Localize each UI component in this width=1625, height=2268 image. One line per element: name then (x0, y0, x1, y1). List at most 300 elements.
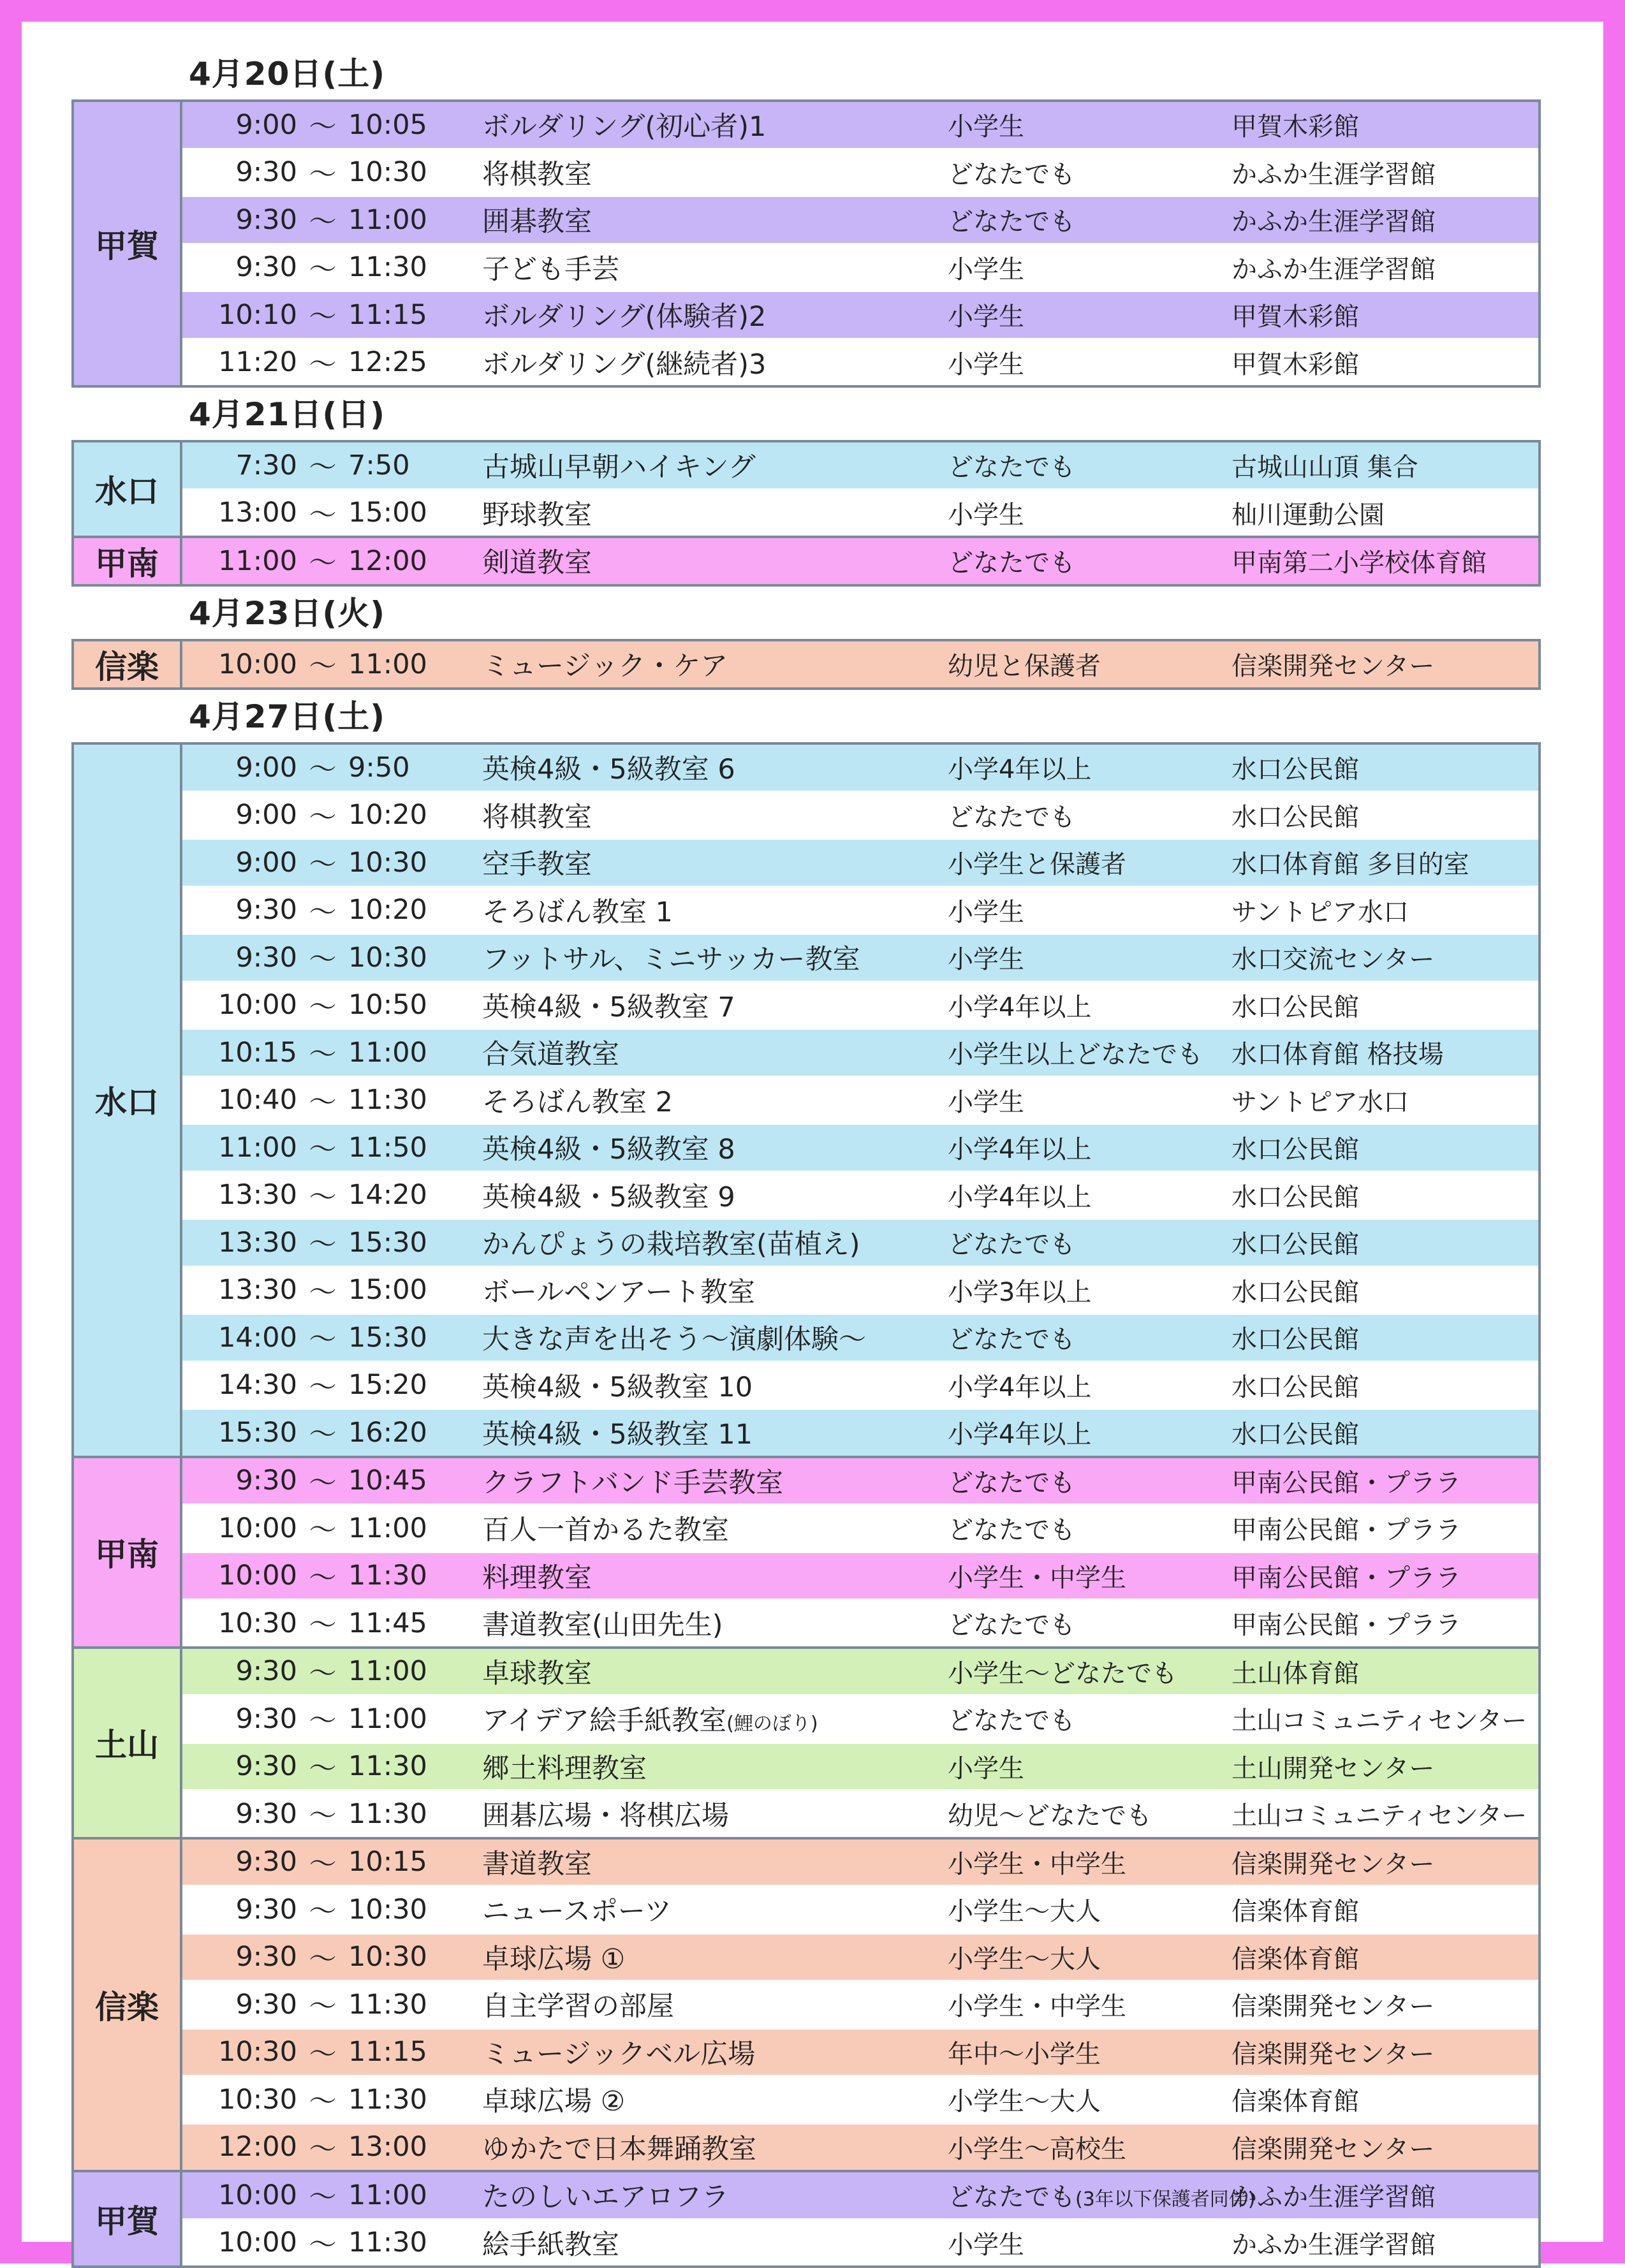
start-time: 13:30 (218, 1226, 297, 1259)
event-target (948, 1082, 1232, 1118)
time-separator: ～ (309, 1039, 337, 1071)
time-separator: ～ (309, 1371, 337, 1403)
end-time: 10:30 (348, 941, 427, 974)
area-label: 甲南 (74, 1458, 182, 1646)
event-target-text: どなたでも (948, 1230, 1075, 1260)
event-target (948, 1986, 1232, 2023)
time-separator: ～ (309, 1134, 337, 1166)
event-row (182, 1123, 1538, 1171)
event-target-text: どなたでも (948, 1611, 1075, 1641)
event-name (463, 1843, 948, 1882)
time-separator: ～ (309, 650, 337, 683)
event-venue: 杣川運動公園 (1232, 500, 1385, 530)
time-separator: ～ (309, 1991, 337, 2023)
event-name-text: 料理教室 (482, 1562, 592, 1594)
event-row (182, 791, 1538, 838)
event-name (463, 153, 948, 192)
event-target (948, 892, 1232, 928)
event-venue: サントピア水口 (1232, 897, 1409, 927)
event-row (182, 933, 1538, 981)
event-target-text: 小学生 (948, 500, 1024, 530)
event-name-text: ゆかたで日本舞踊教室 (482, 2133, 756, 2165)
event-name (463, 843, 948, 882)
event-name (463, 1985, 948, 2024)
start-time: 9:30 (235, 251, 297, 284)
event-name (463, 1413, 948, 1452)
event-target-text: 小学生～どなたでも (948, 1658, 1177, 1688)
time-separator: ～ (309, 1752, 337, 1785)
event-name (463, 248, 948, 287)
event-row (182, 641, 1538, 687)
event-row (182, 1551, 1538, 1599)
event-name-text: ボルダリング(体験者)2 (482, 301, 767, 333)
event-venue: 甲南第二小学校体育館 (1232, 548, 1487, 578)
event-row (182, 2123, 1538, 2170)
event-name (463, 796, 948, 835)
event-target (948, 1748, 1232, 1785)
event-rows (182, 1458, 1538, 1646)
event-name (463, 446, 948, 485)
end-time: 10:30 (348, 1941, 427, 1973)
event-name-text: 空手教室 (482, 849, 592, 881)
time-separator: ～ (309, 849, 337, 881)
event-venue: 甲南公民館・プララ (1232, 1611, 1461, 1641)
event-name-text: 将棋教室 (482, 801, 592, 833)
event-row (182, 886, 1538, 933)
event-row (182, 1266, 1538, 1313)
event-target-text: 小学生 (948, 897, 1024, 927)
event-name (463, 494, 948, 532)
event-row (182, 2028, 1538, 2075)
event-name-text: 合気道教室 (482, 1039, 619, 1071)
event-target-text: 小学生・中学生 (948, 1849, 1126, 1879)
start-time: 13:00 (218, 497, 297, 529)
event-row (182, 1742, 1538, 1790)
area-group (71, 1458, 1541, 1649)
event-venue: 甲南公民館・プララ (1232, 1516, 1461, 1546)
event-venue: 信楽開発センター (1232, 2039, 1435, 2069)
date-heading: 4月21日(日) (189, 396, 386, 433)
start-time: 9:30 (235, 1702, 297, 1735)
end-time: 15:30 (348, 1321, 427, 1354)
event-venue: かふか生涯学習館 (1232, 254, 1436, 284)
area-label: 水口 (74, 745, 182, 1456)
event-row (182, 2075, 1538, 2123)
time-separator: ～ (309, 1514, 337, 1547)
event-target (948, 447, 1232, 483)
event-target-text: 小学3年以上 (948, 1277, 1092, 1307)
event-venue: 水口体育館 格技場 (1232, 1040, 1444, 1070)
event-venue: 水口体育館 多目的室 (1232, 850, 1469, 880)
start-time: 13:30 (218, 1179, 297, 1211)
start-time: 10:00 (218, 1560, 297, 1592)
start-time: 9:30 (235, 1941, 297, 1973)
event-target (948, 1653, 1232, 1690)
event-name (463, 1794, 948, 1833)
event-target (948, 1367, 1232, 1403)
end-time: 11:00 (348, 1655, 427, 1688)
event-target (948, 1939, 1232, 1975)
event-venue: 土山開発センター (1232, 1753, 1435, 1783)
event-name (463, 1604, 948, 1642)
area-label: 甲賀 (74, 102, 182, 385)
time-separator: ～ (309, 1896, 337, 1928)
time-separator: ～ (309, 991, 337, 1023)
event-target (948, 1463, 1232, 1499)
event-name (463, 938, 948, 977)
event-name (463, 986, 948, 1025)
event-name (463, 1461, 948, 1500)
area-label: 信楽 (74, 641, 182, 687)
event-name-text: ボールペンアート教室 (482, 1276, 755, 1308)
end-time: 7:50 (348, 449, 410, 481)
start-time: 14:00 (218, 1321, 297, 1354)
event-name (463, 1556, 948, 1595)
event-name (463, 200, 948, 239)
end-time: 10:30 (348, 846, 427, 879)
event-target (948, 1177, 1232, 1213)
end-time: 15:00 (348, 1274, 427, 1306)
event-name-text: 剣道教室 (482, 547, 592, 580)
end-time: 10:20 (348, 894, 427, 926)
event-venue: 古城山山頂 集合 (1232, 453, 1418, 483)
event-name (463, 2128, 948, 2167)
event-venue: かふか生涯学習館 (1232, 2183, 1436, 2213)
event-row (182, 1649, 1538, 1695)
event-name-text: 卓球広場 ② (482, 2086, 626, 2118)
event-row (182, 1503, 1538, 1551)
event-target (948, 1129, 1232, 1166)
event-target-text: 小学生～大人 (948, 2087, 1101, 2117)
event-venue: 土山コミュニティセンター (1232, 1706, 1527, 1736)
event-venue: 水口公民館 (1232, 1420, 1359, 1450)
event-rows (182, 2172, 1538, 2265)
event-name-text: 英検4級・5級教室 11 (482, 1419, 753, 1451)
event-name (463, 295, 948, 334)
event-target-text: 小学生・中学生 (948, 1563, 1126, 1593)
event-target-text: 年中～小学生 (948, 2039, 1101, 2069)
time-separator: ～ (309, 158, 337, 191)
event-name-text: 英検4級・5級教室 7 (482, 991, 735, 1023)
time-separator: ～ (309, 301, 337, 333)
event-target (948, 201, 1232, 238)
time-separator: ～ (309, 253, 337, 286)
event-name-text: 百人一首かるた教室 (482, 1514, 729, 1547)
event-venue: 信楽開発センター (1232, 2134, 1435, 2164)
event-target-text: どなたでも (948, 2183, 1075, 2213)
event-target (948, 749, 1232, 786)
event-venue: 水口公民館 (1232, 1325, 1359, 1355)
area-label: 土山 (74, 1649, 182, 1837)
event-row (182, 1980, 1538, 2028)
event-name-text: ボルダリング(初心者)1 (482, 111, 767, 143)
event-row (182, 1840, 1538, 1885)
time-separator: ～ (309, 2086, 337, 2118)
start-time: 9:30 (235, 894, 297, 926)
event-row (182, 195, 1538, 243)
event-name-text: たのしいエアロフラ (482, 2181, 729, 2214)
date-heading: 4月20日(土) (189, 55, 386, 92)
start-time: 9:00 (235, 751, 297, 784)
event-name-text: 書道教室(山田先生) (482, 1609, 723, 1642)
end-time: 11:15 (348, 298, 427, 331)
end-time: 10:05 (348, 108, 427, 141)
event-name-note: (鯉のぼり) (726, 1713, 818, 1736)
event-name (463, 105, 948, 144)
end-time: 10:30 (348, 1893, 427, 1926)
event-target (948, 2034, 1232, 2070)
end-time: 10:20 (348, 799, 427, 831)
event-target-text: 小学4年以上 (948, 1182, 1092, 1212)
event-target-text: どなたでも (948, 207, 1075, 237)
event-row (182, 1076, 1538, 1123)
time-separator: ～ (309, 1181, 337, 1213)
event-target-text: 小学4年以上 (948, 1135, 1092, 1165)
end-time: 11:15 (348, 2036, 427, 2068)
event-target (948, 2129, 1232, 2165)
area-label: 水口 (74, 443, 182, 536)
time-separator: ～ (309, 451, 337, 484)
event-target (948, 106, 1232, 143)
time-separator: ～ (309, 547, 337, 580)
event-name-text: 絵手紙教室 (482, 2228, 619, 2261)
event-target (948, 797, 1232, 833)
end-time: 14:20 (348, 1179, 427, 1211)
event-name-text: ミュージック・ケア (482, 650, 728, 683)
end-time: 11:30 (348, 251, 427, 284)
time-separator: ～ (309, 801, 337, 833)
start-time: 10:00 (218, 989, 297, 1021)
event-name (463, 2223, 948, 2262)
event-target-text: 小学生 (948, 254, 1024, 284)
area-group (71, 1840, 1541, 2173)
event-target-text: 小学生 (948, 945, 1024, 975)
event-target-text: 小学生～大人 (948, 1897, 1101, 1927)
start-time: 10:40 (218, 1084, 297, 1116)
event-name (463, 541, 948, 580)
event-name (463, 1509, 948, 1547)
event-target (948, 1558, 1232, 1594)
event-row (182, 1599, 1538, 1646)
event-target-text: どなたでも (948, 1516, 1075, 1546)
end-time: 11:50 (348, 1131, 427, 1164)
event-target (948, 1844, 1232, 1880)
event-row (182, 148, 1538, 196)
time-separator: ～ (309, 2181, 337, 2214)
time-separator: ～ (309, 1943, 337, 1975)
event-row (182, 2218, 1538, 2266)
event-row (182, 1458, 1538, 1504)
start-time: 7:30 (235, 449, 297, 481)
event-name-text: そろばん教室 1 (482, 896, 673, 928)
event-row (182, 981, 1538, 1028)
event-name (463, 2176, 948, 2214)
event-name-text: 英検4級・5級教室 10 (482, 1371, 753, 1403)
start-time: 9:00 (235, 799, 297, 831)
event-name (463, 1938, 948, 1977)
event-target-text: どなたでも (948, 1325, 1075, 1355)
event-target-text: 小学生～高校生 (948, 2134, 1126, 2164)
event-row (182, 1789, 1538, 1837)
event-venue: 水口公民館 (1232, 1277, 1359, 1307)
event-target (948, 2225, 1232, 2261)
event-target (948, 939, 1232, 976)
end-time: 11:30 (348, 1750, 427, 1783)
event-target (948, 1891, 1232, 1928)
time-separator: ～ (309, 1276, 337, 1308)
start-time: 9:30 (235, 156, 297, 189)
event-target-text: 小学生 (948, 1087, 1024, 1117)
event-target-text: 小学生と保護者 (948, 850, 1126, 880)
event-name-text: 囲碁広場・将棋広場 (482, 1800, 729, 1833)
event-venue: かふか生涯学習館 (1232, 207, 1436, 237)
event-target-text: 幼児と保護者 (948, 652, 1101, 682)
event-name-text: 大きな声を出そう～演劇体験～ (482, 1324, 866, 1356)
end-time: 11:30 (348, 1797, 427, 1830)
end-time: 11:30 (348, 1084, 427, 1116)
event-target (948, 344, 1232, 381)
event-target (948, 495, 1232, 531)
start-time: 9:30 (235, 1750, 297, 1783)
event-row (182, 1885, 1538, 1933)
event-name (463, 1033, 948, 1072)
time-separator: ～ (309, 1562, 337, 1594)
end-time: 11:00 (348, 648, 427, 680)
event-venue: 信楽体育館 (1232, 2087, 1359, 2117)
event-venue: 水口公民館 (1232, 1135, 1359, 1165)
event-name (463, 1652, 948, 1691)
event-target-note: (3年以下保護者同伴) (1075, 2188, 1256, 2211)
area-group (71, 440, 1541, 538)
end-time: 11:30 (348, 1988, 427, 2021)
end-time: 11:00 (348, 1512, 427, 1544)
event-row (182, 338, 1538, 386)
event-venue: 水口公民館 (1232, 1230, 1359, 1260)
start-time: 10:10 (218, 298, 297, 331)
event-target-text: どなたでも (948, 453, 1075, 483)
event-target (948, 844, 1232, 881)
event-target-text: 小学4年以上 (948, 755, 1092, 785)
event-name-text: 卓球広場 ① (482, 1943, 626, 1975)
event-name-text: 将棋教室 (482, 158, 592, 191)
event-name (463, 1128, 948, 1167)
end-time: 10:45 (348, 1465, 427, 1497)
event-target-text: 小学生 (948, 112, 1024, 142)
start-time: 11:00 (218, 1131, 297, 1164)
event-target (948, 1319, 1232, 1356)
event-target-text: 小学生 (948, 1753, 1024, 1783)
time-separator: ～ (309, 1467, 337, 1499)
event-venue: 甲南公民館・プララ (1232, 1563, 1461, 1593)
area-group (71, 538, 1541, 587)
end-time: 15:20 (348, 1369, 427, 1401)
event-target-text: 小学生以上どなたでも (948, 1040, 1203, 1070)
end-time: 15:30 (348, 1226, 427, 1259)
event-row (182, 1694, 1538, 1742)
start-time: 9:30 (235, 1893, 297, 1926)
event-name (463, 645, 948, 684)
time-separator: ～ (309, 1848, 337, 1880)
start-time: 10:00 (218, 648, 297, 680)
time-separator: ～ (309, 1229, 337, 1261)
event-venue: 信楽開発センター (1232, 652, 1435, 682)
end-time: 9:50 (348, 751, 410, 784)
event-venue: 甲南公民館・プララ (1232, 1468, 1461, 1498)
start-time: 15:30 (218, 1416, 297, 1449)
end-time: 11:30 (348, 2227, 427, 2259)
event-name (463, 1747, 948, 1786)
time-separator: ～ (309, 206, 337, 238)
area-group (71, 2172, 1541, 2268)
event-rows (182, 443, 1538, 536)
start-time: 10:30 (218, 2036, 297, 2068)
event-row (182, 1171, 1538, 1218)
event-venue: 信楽体育館 (1232, 1944, 1359, 1974)
event-target-text: どなたでも (948, 548, 1075, 578)
end-time: 13:00 (348, 2131, 427, 2163)
start-time: 9:30 (235, 1655, 297, 1688)
end-time: 11:00 (348, 1702, 427, 1735)
start-time: 9:00 (235, 846, 297, 879)
start-time: 12:00 (218, 2131, 297, 2163)
event-venue: 水口公民館 (1232, 1372, 1359, 1402)
end-time: 12:00 (348, 545, 427, 577)
area-group (71, 639, 1541, 690)
end-time: 10:30 (348, 156, 427, 189)
event-name (463, 891, 948, 930)
start-time: 13:30 (218, 1274, 297, 1306)
time-separator: ～ (309, 2038, 337, 2070)
start-time: 11:20 (218, 346, 297, 379)
end-time: 16:20 (348, 1416, 427, 1449)
event-target (948, 1701, 1232, 1737)
event-row (182, 443, 1538, 488)
event-venue: 信楽開発センター (1232, 1849, 1435, 1879)
event-rows (182, 538, 1538, 584)
start-time: 11:00 (218, 545, 297, 577)
event-venue: 土山コミュニティセンター (1232, 1801, 1527, 1831)
area-label: 甲南 (74, 538, 182, 584)
event-target (948, 2177, 1256, 2213)
time-separator: ～ (309, 1657, 337, 1690)
event-name-text: 子ども手芸 (482, 253, 619, 286)
event-name (463, 1081, 948, 1120)
time-separator: ～ (309, 1086, 337, 1118)
start-time: 14:30 (218, 1369, 297, 1401)
event-row (182, 538, 1538, 584)
end-time: 11:00 (348, 2179, 427, 2211)
event-venue: サントピア水口 (1232, 1087, 1409, 1117)
end-time: 11:00 (348, 1036, 427, 1069)
event-target-text: 小学生 (948, 349, 1024, 379)
event-name (463, 1223, 948, 1262)
time-separator: ～ (309, 348, 337, 381)
event-name-text: 古城山早朝ハイキング (482, 451, 756, 484)
event-venue: 信楽体育館 (1232, 1897, 1359, 1927)
event-target (948, 1414, 1232, 1451)
time-separator: ～ (309, 2228, 337, 2261)
event-row (182, 1408, 1538, 1456)
event-target-text: どなたでも (948, 802, 1075, 832)
date-heading: 4月27日(土) (189, 698, 386, 735)
event-name (463, 1176, 948, 1215)
time-separator: ～ (309, 944, 337, 976)
event-venue: 水口公民館 (1232, 755, 1359, 785)
event-target (948, 543, 1232, 579)
start-time: 9:30 (235, 941, 297, 974)
start-time: 9:30 (235, 1797, 297, 1830)
event-name (463, 2080, 948, 2119)
